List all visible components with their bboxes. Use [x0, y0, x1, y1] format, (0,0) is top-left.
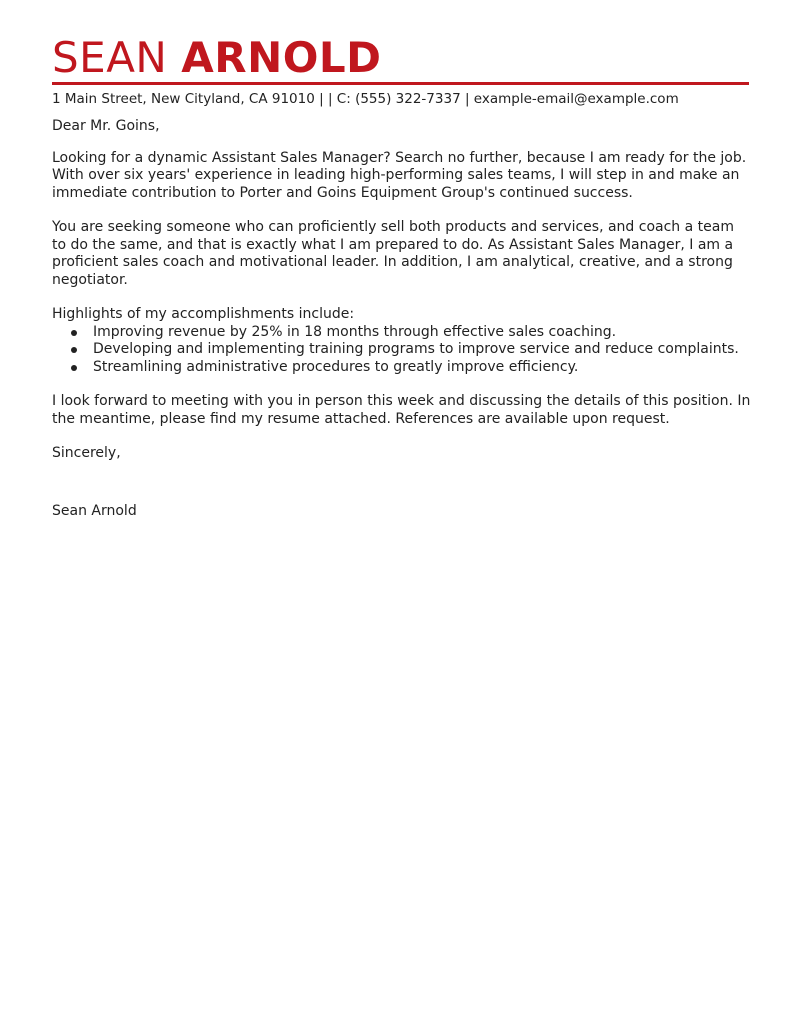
cover-letter	[52, 34, 752, 520]
list-item	[52, 341, 752, 359]
paragraph-1: Looking for a dynamic Assistant Sales Manager? Search no further, because I am ready for the job. With over six years' experience in leading high-performing sales teams, I will step in and make an immediate contribution to Porter and Goins Equipment Group's continued success.	[52, 149, 747, 201]
paragraph-3: I look forward to meeting with you in person this week and discussing the details of this position. In the meantime, please find my resume attached. References are available upon request.	[52, 393, 751, 427]
highlights-intro: Highlights of my accomplishments include:	[52, 306, 355, 322]
list-item	[52, 359, 752, 377]
bullet-icon	[71, 347, 77, 353]
letter-body	[52, 118, 752, 520]
signature: Sean Arnold	[52, 502, 137, 519]
salutation: Dear Mr. Goins,	[52, 118, 160, 134]
highlights-list	[52, 324, 752, 377]
last-name: ARNOLD	[181, 33, 382, 82]
header-divider	[52, 82, 749, 85]
applicant-name	[52, 34, 752, 82]
bullet-icon	[71, 365, 77, 371]
contact-line: 1 Main Street, New Cityland, CA 91010 | | C: (555) 322-7337 | example-email@example.com	[52, 91, 679, 107]
paragraph-2: You are seeking someone who can proficiently sell both products and services, and coach a team to do the same, and that is exactly what I am prepared to do. As Assistant Sales Manager, I am a proficient sales coach and motivational leader. In addition, I am analytical, creative, and a strong negotiator.	[52, 219, 734, 288]
list-item	[52, 324, 752, 342]
bullet-icon	[71, 330, 77, 336]
highlight-text: Streamlining administrative procedures to greatly improve efficiency.	[93, 358, 579, 375]
closing: Sincerely,	[52, 445, 121, 461]
highlight-text: Developing and implementing training programs to improve service and reduce complaints.	[93, 341, 739, 357]
first-name: SEAN	[52, 33, 168, 82]
highlight-text: Improving revenue by 25% in 18 months through effective sales coaching.	[93, 323, 617, 340]
